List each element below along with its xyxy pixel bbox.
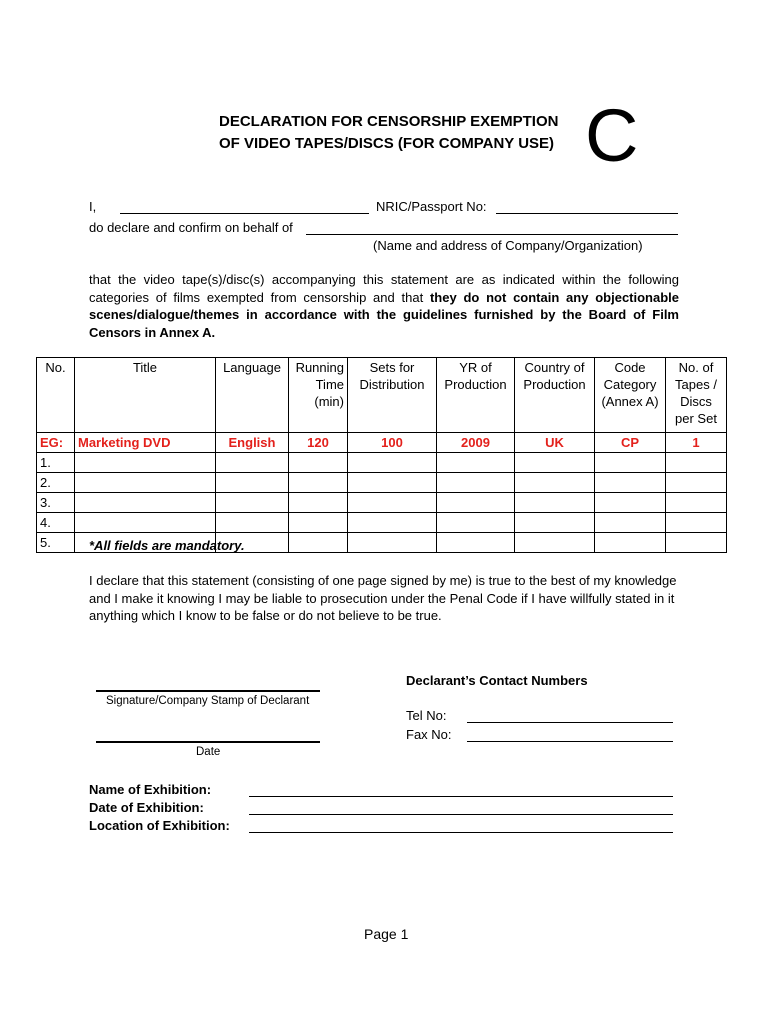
input-cell[interactable]: [437, 473, 515, 493]
form-letter: C: [585, 94, 639, 177]
input-cell[interactable]: [515, 513, 595, 533]
input-cell[interactable]: [515, 533, 595, 553]
company-field[interactable]: [306, 234, 678, 235]
input-cell[interactable]: [348, 493, 437, 513]
example-cell: EG:: [37, 433, 75, 453]
input-cell[interactable]: [348, 453, 437, 473]
header-cell: Title: [75, 358, 216, 433]
input-cell[interactable]: [595, 533, 666, 553]
exhibition-location-field[interactable]: [249, 832, 673, 833]
input-cell[interactable]: [515, 493, 595, 513]
header-cell: No. of Tapes / Discs per Set: [666, 358, 727, 433]
table-row: [37, 453, 727, 473]
statement-normal: that the video tape(s)/disc(s) accompanying this statement are as indicated within the following categories of films exempted from censorship and that: [89, 272, 679, 305]
exhibition-name-label: Name of Exhibition:: [89, 782, 212, 797]
header-cell: No.: [37, 358, 75, 433]
exhibition-name-field[interactable]: [249, 796, 673, 797]
input-cell[interactable]: [75, 513, 216, 533]
row-number: 4.: [37, 513, 75, 533]
signature-line[interactable]: [96, 690, 320, 692]
header-cell: Code Category (Annex A): [595, 358, 666, 433]
input-cell[interactable]: [515, 453, 595, 473]
example-cell: UK: [515, 433, 595, 453]
example-cell: 1: [666, 433, 727, 453]
input-cell[interactable]: [595, 473, 666, 493]
fax-field[interactable]: [467, 741, 673, 742]
input-cell[interactable]: [75, 493, 216, 513]
on-behalf-label: do declare and confirm on behalf of: [89, 220, 293, 235]
tel-field[interactable]: [467, 722, 673, 723]
row-number: 5.: [37, 533, 75, 553]
input-cell[interactable]: [75, 453, 216, 473]
example-row: [37, 433, 727, 453]
input-cell[interactable]: [289, 453, 348, 473]
exhibition-date-field[interactable]: [249, 814, 673, 815]
header-cell: Country of Production: [515, 358, 595, 433]
input-cell[interactable]: [437, 493, 515, 513]
film-table: [36, 357, 727, 553]
input-cell[interactable]: [289, 493, 348, 513]
input-cell[interactable]: [216, 513, 289, 533]
table-row: [37, 493, 727, 513]
table-row: [37, 513, 727, 533]
table-row: [37, 473, 727, 493]
header-cell: YR of Production: [437, 358, 515, 433]
input-cell[interactable]: [348, 533, 437, 553]
input-cell[interactable]: [216, 473, 289, 493]
statement-bold: they do not contain any objectionable scenes/dialogue/themes in accordance with the guidelines furnished by the Board of Film Censors in Annex A.: [89, 289, 680, 340]
nric-label: NRIC/Passport No:: [376, 199, 487, 214]
date-line[interactable]: [96, 741, 320, 743]
input-cell[interactable]: [289, 513, 348, 533]
example-cell: English: [216, 433, 289, 453]
input-cell[interactable]: [515, 473, 595, 493]
example-cell: 120: [289, 433, 348, 453]
statement-paragraph: [89, 271, 679, 341]
input-cell[interactable]: [216, 493, 289, 513]
input-cell[interactable]: [666, 513, 727, 533]
input-cell[interactable]: [289, 533, 348, 553]
fax-label: Fax No:: [406, 727, 452, 742]
row-number: 1.: [37, 453, 75, 473]
header-cell: Sets for Distribution: [348, 358, 437, 433]
input-cell[interactable]: [595, 453, 666, 473]
input-cell[interactable]: [437, 513, 515, 533]
exhibition-location-label: Location of Exhibition:: [89, 818, 230, 833]
form-title-line2: OF VIDEO TAPES/DISCS (FOR COMPANY USE): [219, 135, 555, 152]
input-cell[interactable]: [595, 513, 666, 533]
input-cell[interactable]: [348, 473, 437, 493]
input-cell[interactable]: [666, 493, 727, 513]
date-label: Date: [196, 746, 221, 758]
row-number: 2.: [37, 473, 75, 493]
example-cell: CP: [595, 433, 666, 453]
page-number: Page 1: [364, 926, 409, 942]
input-cell[interactable]: [666, 453, 727, 473]
form-title: [219, 111, 558, 155]
input-cell[interactable]: [348, 513, 437, 533]
input-cell[interactable]: [437, 453, 515, 473]
exhibition-date-label: Date of Exhibition:: [89, 800, 204, 815]
header-cell: Running Time (min): [289, 358, 348, 433]
company-hint: (Name and address of Company/Organization): [373, 238, 643, 253]
header-cell: Language: [216, 358, 289, 433]
example-cell: Marketing DVD: [75, 433, 216, 453]
table-header-row: [37, 358, 727, 433]
input-cell[interactable]: [289, 473, 348, 493]
input-cell[interactable]: [75, 473, 216, 493]
contact-heading: Declarant’s Contact Numbers: [406, 673, 588, 688]
input-cell[interactable]: [666, 533, 727, 553]
form-title-line1: DECLARATION FOR CENSORSHIP EXEMPTION: [219, 113, 559, 130]
example-cell: 100: [348, 433, 437, 453]
declaration-text: I declare that this statement (consisting of one page signed by me) is true to the best of my knowledge and I make it knowing I may be liable to prosecution under the Penal Code if I have willfully stated in it anything which I know to be false or do not believe to be true.: [89, 573, 677, 623]
signature-label: Signature/Company Stamp of Declarant: [106, 695, 310, 707]
input-cell[interactable]: [666, 473, 727, 493]
input-cell[interactable]: [437, 533, 515, 553]
nric-field[interactable]: [496, 213, 678, 214]
row-number: 3.: [37, 493, 75, 513]
tel-label: Tel No:: [406, 708, 447, 723]
example-cell: 2009: [437, 433, 515, 453]
i-label: I,: [89, 199, 97, 214]
input-cell[interactable]: [595, 493, 666, 513]
mandatory-note: *All fields are mandatory.: [89, 538, 245, 553]
declarant-name-field[interactable]: [120, 213, 369, 214]
input-cell[interactable]: [216, 453, 289, 473]
